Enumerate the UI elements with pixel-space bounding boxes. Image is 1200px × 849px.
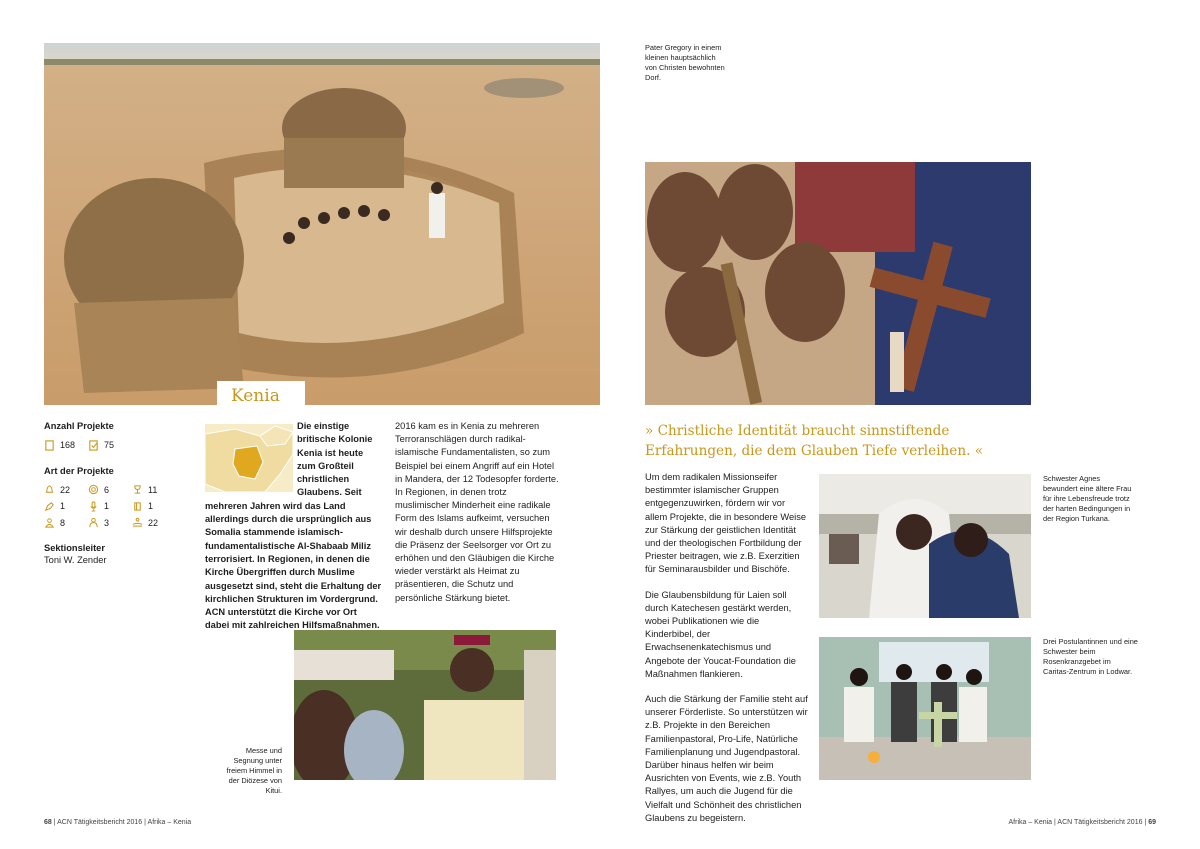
sister-agnes-photo xyxy=(819,474,1031,618)
lead-text: Die einstige britische Kolonie Kenia ist heute zum Großteil christlichen Glaubens. Seit mehreren Jahren wird das Land allerdings durch die ursprünglich aus Somalia stammende islamisch-fundamentalistische Al-Shabaab Miliz terrorisiert. In Regionen, in denen die Kirche Übergriffen durch Muslime ausgesetzt sind, steht die Erhaltung der kirchlichen Strukturen im Vordergrund. ACN unterstützt die Kirche vor Ort dabei mit zahlreichen Hilfsmaßnahmen. xyxy=(205,421,382,631)
paragraph: Die Glaubensbildung für Laien soll durch Katechesen gestärkt werden, wobei Publikationen wie die Kinderbibel, der Erwachsenenkatechismus und Angebote der Youcat-Foundation die Maßnahmen flankieren. xyxy=(645,589,796,679)
projects-heading: Anzahl Projekte xyxy=(44,421,114,431)
village-huts-photo xyxy=(44,43,600,405)
projects-count-approved: 75 xyxy=(104,440,115,450)
bell-icon xyxy=(44,484,55,495)
leader-heading: Sektionsleiter xyxy=(44,543,105,553)
book-icon xyxy=(132,501,143,512)
mass-blessing-photo xyxy=(294,630,556,780)
type-value: 6 xyxy=(104,484,110,495)
chalice-icon xyxy=(132,484,143,495)
column-2-text: 2016 kam es in Kenia zu mehreren Terroranschlägen durch radikal-islamische Fundamentalisten, so zum Beispiel bei einem Angriff auf ein Hotel in Mandera, der 12 Todesopfer forderte. In Regionen, in denen trotz muslimischer Minderheit eine radikale Form des Islams aufkeimt, versuchen wir deshalb durch unsere Hilfsprojekte die Präsenz der Seelsorger vor Ort zu erhöhen und den Gläubigen die Kirche wieder verstärkt als Heimat zu präsentieren, die Schutz und persönliche Stärkung bietet. xyxy=(395,421,559,603)
type-value: 1 xyxy=(60,501,66,511)
right-column-text xyxy=(645,471,808,837)
type-value: 8 xyxy=(60,517,66,528)
type-value: 1 xyxy=(104,501,110,511)
footer-left xyxy=(44,819,191,826)
feet-crucifix-photo xyxy=(645,162,1031,405)
caption-messe: Messe und Segnung unter freiem Himmel in der Diözese von Kitui. xyxy=(226,746,282,795)
rosary-prayer-photo xyxy=(819,637,1031,780)
caption-pater-gregory: Pater Gregory in einem kleinen hauptsächlich von Christen bewohnten Dorf. xyxy=(645,43,725,82)
document-check-icon xyxy=(88,440,99,451)
coin-icon xyxy=(88,484,99,495)
person-icon xyxy=(88,517,99,528)
type-value: 3 xyxy=(104,517,110,528)
document-icon xyxy=(44,440,55,451)
type-value: 1 xyxy=(148,501,154,511)
paragraph: Um dem radikalen Missionseifer bestimmter islamischer Gruppen entgegenzuwirken, fördern wir vor allem Projekte, die in besondere Weise zur Stärkung der geistlichen Identität und der theologischen Fortbildung der Priester beitragen, wie z.B. Exerzitien für Seminarausbilder und Bischöfe. xyxy=(645,472,807,575)
footer-right xyxy=(1009,819,1157,826)
people-icon xyxy=(44,517,55,528)
type-value: 11 xyxy=(148,484,158,495)
projects-count-total: 168 xyxy=(60,440,76,450)
types-heading: Art der Projekte xyxy=(44,465,114,476)
project-stats xyxy=(44,421,194,565)
pen-icon xyxy=(44,501,55,512)
caption-agnes: Schwester Agnes bewundert eine ältere Frau für ihre Lebensfreude trotz der harten Bedingungen in der Region Turkana. xyxy=(1043,474,1132,523)
microphone-icon xyxy=(88,501,99,512)
section-title: Kenia xyxy=(217,381,305,410)
paragraph: Auch die Stärkung der Familie steht auf unserer Förderliste. So unterstützen wir z.B. Projekte in den Bereichen Familienpastoral, Pro-Life, Natürliche Familienplanung und Jugendpastoral. Darüber hinaus helfen wir beim Ausrichten von Events, wie z.B. Youth Rallyes, um auch die Jugend für die Vielfalt und Schönheit des christlichen Glaubens zu begeistern. xyxy=(645,694,808,823)
hand-icon xyxy=(132,517,143,528)
caption-postulantinnen: Drei Postulantinnen und eine Schwester beim Rosenkranzgebet im Caritas-Zentrum in Lodwar. xyxy=(1043,637,1138,676)
type-value: 22 xyxy=(148,517,159,528)
page-number-left: 68 xyxy=(44,819,52,826)
pull-quote: » Christliche Identität braucht sinnstiftende Erfahrungen, die dem Glauben Tiefe verleihen. « xyxy=(645,423,984,459)
type-value: 22 xyxy=(60,484,71,495)
footer-right-text: Afrika – Kenia | ACN Tätigkeitsbericht 2016 | xyxy=(1008,819,1149,826)
page-number-right: 69 xyxy=(1148,819,1156,826)
leader-name: Toni W. Zender xyxy=(44,555,107,565)
footer-left-text: | ACN Tätigkeitsbericht 2016 | Afrika – Kenia xyxy=(51,819,192,826)
